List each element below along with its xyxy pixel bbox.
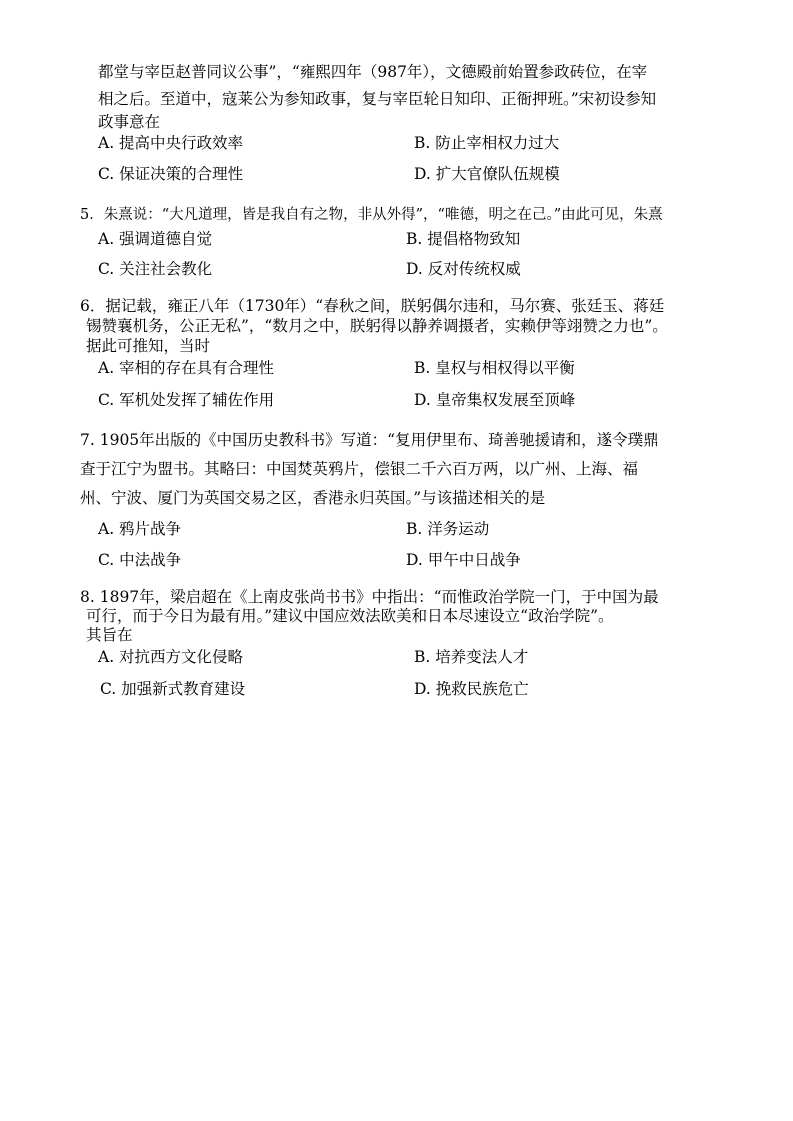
question-4-option-d: D. 扩大官僚队伍规模 [414, 165, 560, 183]
question-5-option-a: A. 强调道德自觉 [98, 230, 213, 248]
question-5-option-d: D. 反对传统权威 [406, 260, 521, 278]
question-6-stem-line-3: 据此可推知，当时 [86, 337, 211, 355]
question-8-option-c: C. 加强新式教育建设 [100, 680, 246, 698]
question-4-option-b: B. 防止宰相权力过大 [414, 134, 560, 152]
question-5-option-c: C. 关注社会教化 [98, 260, 213, 278]
question-4-option-c: C. 保证决策的合理性 [98, 165, 244, 183]
question-8-stem-line-1: 8. 1897年，梁启超在《上南皮张尚书书》中指出：“而惟政治学院一门，于中国为最 [80, 588, 659, 606]
question-6-option-a: A. 宰相的存在具有合理性 [98, 359, 275, 377]
question-5-stem-line-1: 5．朱熹说：“大凡道理，皆是我自有之物，非从外得”，“唯德，明之在己。”由此可见，朱熹 [80, 207, 663, 223]
question-6-stem-line-2: 锡赞襄机务，公正无私”，“数月之中，朕躬得以静养调摄者，实赖伊等翊赞之力也”。 [86, 317, 668, 335]
question-7-stem-line-3: 州、宁波、厦门为英国交易之区，香港永归英国。”与该描述相关的是 [80, 489, 546, 507]
question-7-stem-line-1: 7. 1905年出版的《中国历史教科书》写道：“复用伊里布、琦善驰援请和，遂令璞鼎 [80, 431, 659, 449]
question-4-option-a: A. 提高中央行政效率 [98, 134, 244, 152]
question-8-option-a: A. 对抗西方文化侵略 [98, 648, 244, 666]
question-8-stem-line-3: 其旨在 [86, 626, 133, 644]
question-6-option-c: C. 军机处发挥了辅佐作用 [98, 391, 275, 409]
question-8-stem-line-2: 可行，而于今日为最有用。”建议中国应效法欧美和日本尽速设立“政治学院”。 [86, 607, 614, 625]
question-4-stem-line-2: 相之后。至道中，寇莱公为参知政事，复与宰臣轮日知印、正衙押班。”宋初设参知 [98, 90, 657, 108]
question-8-option-d: D. 挽救民族危亡 [414, 680, 529, 698]
question-7-stem-line-2: 查于江宁为盟书。其略曰：中国焚英鸦片，偿银二千六百万两，以广州、上海、福 [80, 460, 639, 478]
question-7-option-c: C. 中法战争 [98, 551, 182, 569]
question-7-option-a: A. 鸦片战争 [98, 520, 182, 538]
question-6-option-d: D. 皇帝集权发展至顶峰 [414, 391, 576, 409]
question-6-option-b: B. 皇权与相权得以平衡 [414, 359, 575, 377]
question-6-stem-line-1: 6．据记载，雍正八年（1730年）“春秋之间，朕躬偶尔违和，马尔赛、张廷玉、蒋廷 [80, 297, 665, 315]
question-4-stem-line-1: 都堂与宰臣赵普同议公事”，“雍熙四年（987年），文德殿前始置参政砖位，在宰 [98, 63, 648, 81]
question-7-option-b: B. 洋务运动 [406, 520, 490, 538]
question-8-option-b: B. 培养变法人才 [414, 648, 529, 666]
question-5-option-b: B. 提倡格物致知 [406, 230, 521, 248]
question-4-stem-line-3: 政事意在 [98, 113, 161, 131]
question-7-option-d: D. 甲午中日战争 [406, 551, 521, 569]
